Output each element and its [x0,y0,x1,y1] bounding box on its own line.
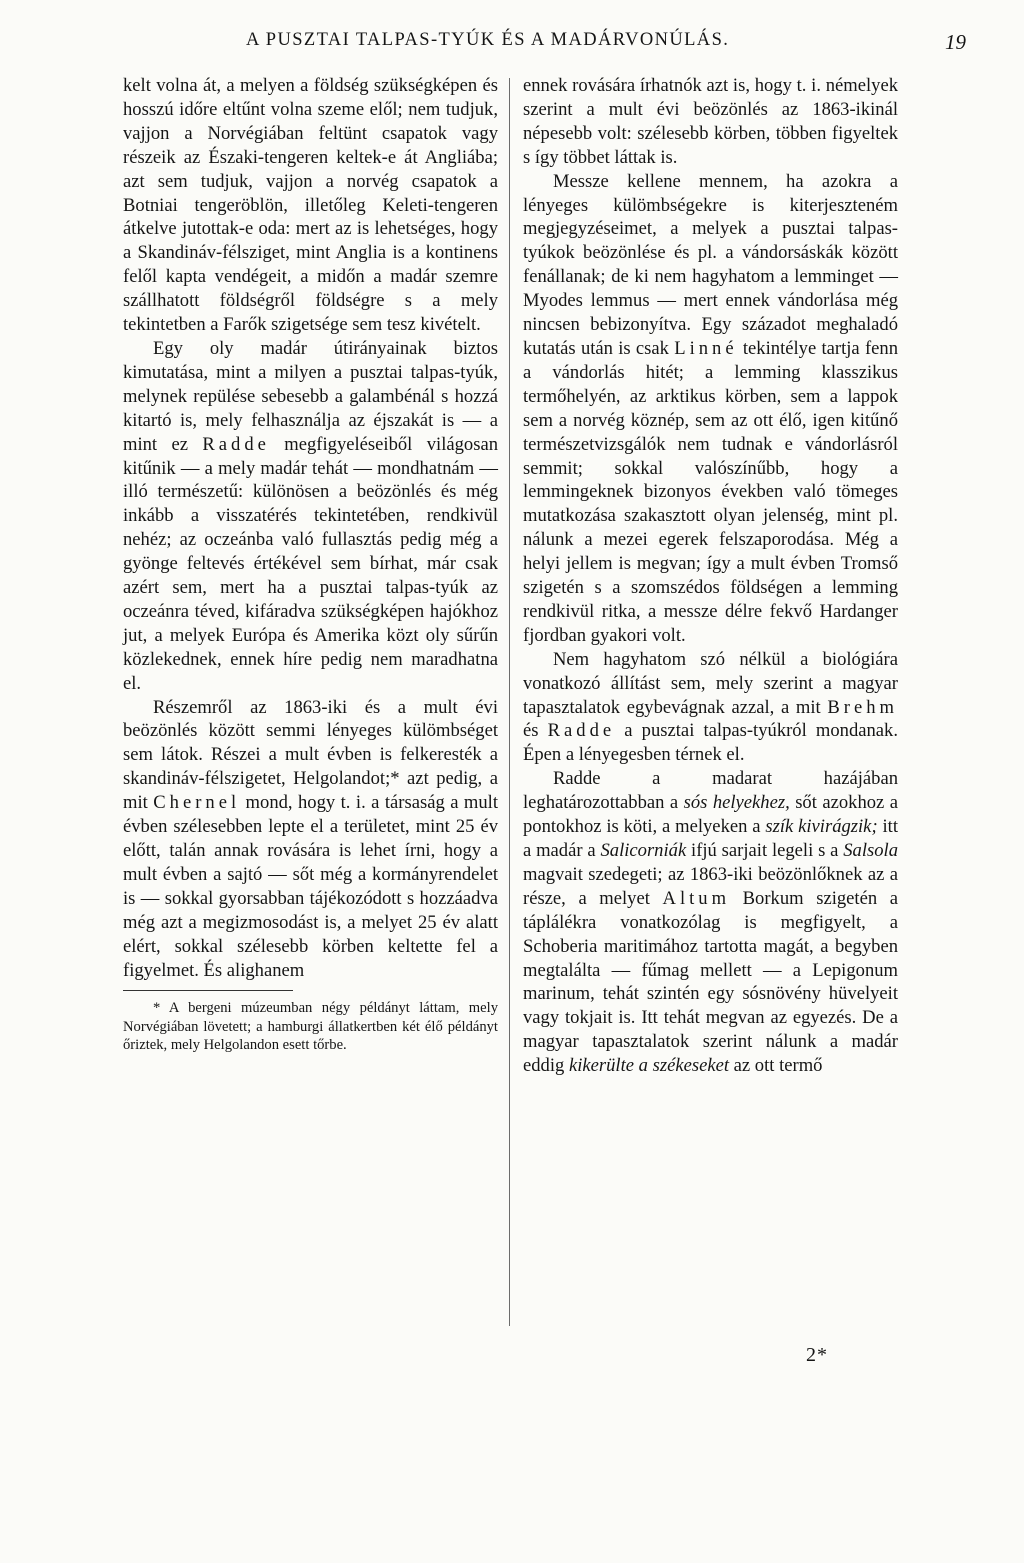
italic-term: kikerülte a székeseket [568,1055,729,1077]
right-column [523,74,898,1078]
paragraph: ennek rovására írhatnók azt is, hogy t. i. némelyek szerint a mult évi beözönlés az 1863-ikinál népesebb volt: szélesebb körben, többen figyeltek s így többet láttak is. [523,75,898,168]
italic-term: Salsola [843,840,898,861]
text-run: Borkum szigetén a táplálékra vonatkozólag is megfigyelt, a Schoberia maritimához tartotta magát, a begyben megtalálta — fűmag mellett — a Lepigonum marinum, tehát szintén egy sósnövény hüvelyeit vagy tokjait is. Itt tehát megvan az egyezés. De a magyar tapasztalatok szerint nálunk a madár eddig [523,887,898,1077]
italic-term: sós helyekhez, [683,792,790,814]
author-name: Radde [547,720,616,742]
running-title: A PUSZTAI TALPAS-TYÚK ÉS A MADÁRVONÚLÁS. [246,30,730,50]
paragraph [523,767,898,1078]
text-run: és [523,720,548,742]
text-run: Messze kellene mennem, ha azokra a lényeges külömbségekre is kiterjeszteném megjegyzéseimet, a melyek a pusztai talpas-tyúkok beözönlése és pl. a vándorsáskák között fenállanak; de ki nem hagyhatom a lemminget — Myodes lemmus — mert ennek vándorlása még nincsen bebizonyítva. Egy századot meghaladó kutatás után is csak [523,170,898,359]
italic-term: szík kivirágzik; [765,816,878,838]
column-divider [509,78,510,1326]
text-run: itt a madár a [523,816,898,861]
author-name: Altum [662,887,731,909]
text-run: ifjú sarjait legeli s a [686,840,844,861]
page-number: 19 [945,30,966,54]
sheet-signature: 2* [806,1344,828,1366]
paragraph: kelt volna át, a melyen a földség szükségképen és hosszú időre eltűnt volna szeme elől; nem tudjuk, vajjon a Norvégiában feltünt csapatok vagy részeik az Északi-tengeren keltek-e át Angliába; azt sem tudjuk, vajjon a norvég csapatok a Botniai tengeröblön, illetőleg Keleti-tengeren átkelve jutottak-e oda: mert az is lehetséges, hogy a Skandináv-félsziget, mint Anglia is a kontinens felől kapta vendégeit, a midőn a madár szemre szállhatott földségről földségre s a mely tekintetben a Farők szigetsége sem tesz kivételt. [123,75,498,336]
footnote: * A bergeni múzeumban négy példányt láttam, mely Norvégiában lövetett; a hamburgi állatkertben két élő példányt őriztek, mely Helgolandon esett tőrbe. [123,1000,498,1054]
paragraph [523,648,898,768]
text-run: megfigyeléseiből világosan kitűnik — a mely madár tehát — mondhatnám — illó természetű: különösen a beözönlés és még inkább a visszatérés tekintetében, rendkivül nehéz; az oczeánba való fullasztás pedig még a gyönge feltevés értékével sem bírhat, már csak azért sem, mert ha a pusztai talpas-tyúk az oczeánra téved, kifáradva szükségképen hajókhoz jut, a melyek Európa és Amerika közt oly sűrűn közlekednek, ennek híre pedig nem maradhatna el. [123,433,498,694]
paragraph [123,696,498,983]
author-name: Linné [674,337,738,359]
text-run: tekintélye tartja fenn a vándorlás hitét; a lemming klasszikus termőhelyén, az arktikus körben, sem a lappok sem a norvég köznép, sem az ott élő, igen kitűnő természetvizsgálók nem tudnak e vándorlásról semmit; sokkal valószínűbb, hogy a lemmingeknek bizonyos években való tömeges mutatkozása szakasztott olyan jelenség, mint pl. nálunk a mezei egerek felszaporodása. Még a helyi jellem is megvan; így a mult évben Tromső szigetén s a szomszédos földségen a lemming rendkivül ritka, a messze délre fekvő Hardanger fjordban gyakori volt. [523,337,898,646]
paragraph [523,170,898,648]
text-run: mond, hogy t. i. a társaság a mult évben szélesebben lepte el a területet, mint 25 év előtt, talán annak rovására is lehet írni, hogy a mult évben a sajtó — sőt még a kormányrendelet is — sokkal gyorsabban tájékozódott s hozzáadva még azt a megizmosodást is, a melyet 25 év alatt elért, sokkal szélesebb körben keltette fel a figyelmet. És alighanem [123,792,498,981]
author-name: Chernel [153,792,241,814]
text-run: magvait szedegeti; az 1863-iki beözönlőknek az a része, a melyet [523,863,898,909]
text-run: a pusztai talpas-tyúkról mondanak. Épen a lényegesben térnek el. [523,720,899,766]
footnote-rule [123,990,293,991]
author-name: Brehm [827,696,898,718]
text-run: Egy oly madár útirányainak biztos kimutatása, mint a milyen a pusztai talpas-tyúk, melynek repülése sebesebb a galambénál s hozzá kitartó is, mely felhasználja az éjszakát is — a mint ez [123,337,498,455]
text-run: az ott termő [729,1055,823,1077]
text-run: sőt azokhoz a pontokhoz is köti, a melyeken a [523,792,898,838]
page-header [0,30,1024,60]
text-run: Nem hagyhatom szó nélkül a biológiára vonatkozó állítást sem, mely szerint a magyar tapasztalatok egybevágnak azzal, a mit [523,648,898,718]
paragraph [123,337,498,696]
text-run: Radde a madarat hazájában leghatározottabban a [523,768,898,814]
text-run: Részemről az 1863-iki és a mult évi beözönlés között semmi lényeges külömbséget sem látok. Részei a mult évben is felkeresték a skandináv-félszigetet, Helgolandot;* azt pedig, a mit [123,696,498,814]
author-name: Radde [202,433,270,455]
left-column [123,74,498,1055]
italic-term: Salicorniák [600,840,687,861]
